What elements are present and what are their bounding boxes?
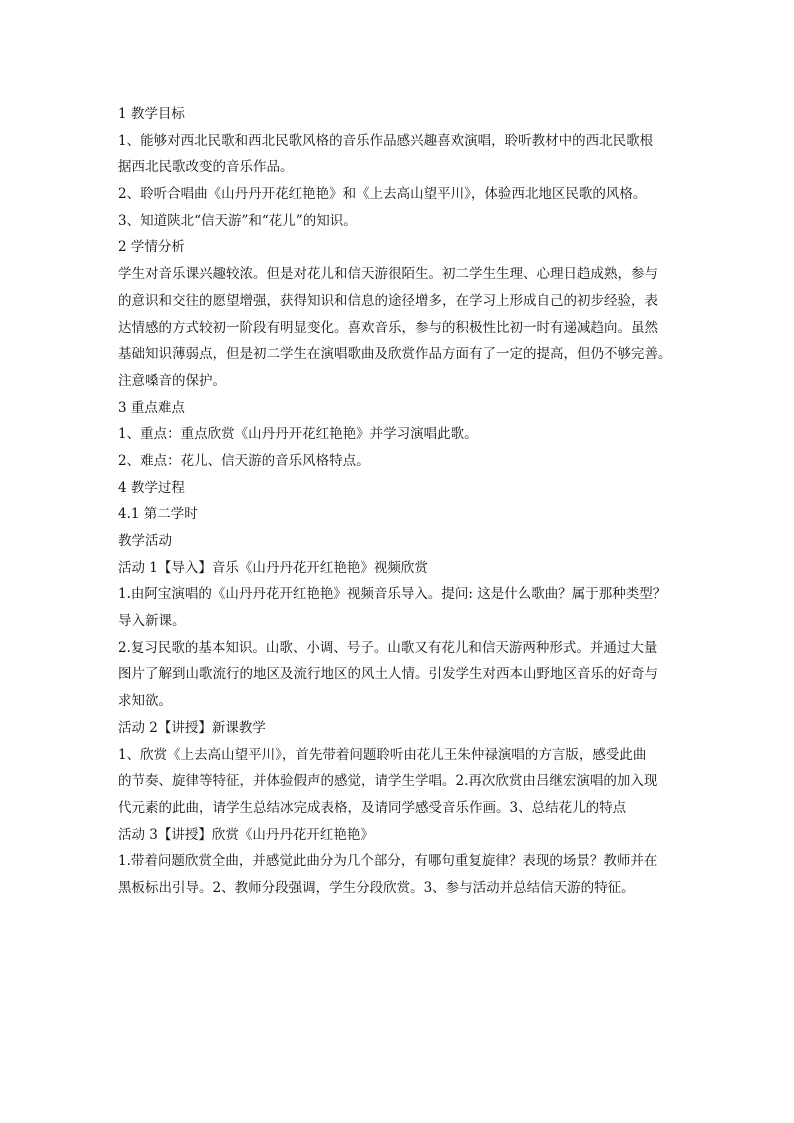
paragraph-line: 1、能够对西北民歌和西北民歌风格的音乐作品感兴趣喜欢演唱，聆听教材中的西北民歌根 — [118, 132, 654, 149]
paragraph-line: 的意识和交往的愿望增强，获得知识和信息的途径增多，在学习上形成自己的初步经验，表 — [118, 292, 658, 309]
activity-heading: 活动 1【导入】音乐《山丹丹花开红艳艳》视频欣赏 — [118, 559, 428, 576]
paragraph-line: 1.带着问题欣赏全曲，并感觉此曲分为几个部分，有哪句重复旋律？表现的场景？教师并在 — [118, 853, 658, 870]
paragraph-line: 据西北民歌改变的音乐作品。 — [118, 159, 294, 176]
paragraph-line: 3、知道陕北“信天游”和“花儿”的知识。 — [118, 212, 357, 229]
section-heading-objectives: 1 教学目标 — [118, 106, 185, 122]
section-heading-key-points: 3 重点难点 — [118, 399, 185, 416]
paragraph-line: 1、欣赏《上去高山望平川》，首先带着问题聆听由花儿王朱仲禄演唱的方言版，感受此曲 — [118, 746, 647, 763]
paragraph-line: 1.由阿宝演唱的《山丹丹花开红艳艳》视频音乐导入。提问: 这是什么歌曲？属于那种类型？ — [118, 586, 667, 603]
paragraph-line: 注意嗓音的保护。 — [118, 372, 226, 389]
paragraph-line: 导入新课。 — [118, 613, 186, 630]
paragraph-line: 2.复习民歌的基本知识。山歌、小调、号子。山歌又有花儿和信天游两种形式。并通过大量 — [118, 639, 658, 656]
paragraph-line: 图片了解到山歌流行的地区及流行地区的风土人情。引发学生对西本山野地区音乐的好奇与 — [118, 666, 658, 683]
paragraph-line: 的节奏、旋律等特征，并体验假声的感觉，请学生学唱。2.再次欣赏由吕继宏演唱的加入现 — [118, 773, 658, 790]
paragraph-line: 2、难点：花儿、信天游的音乐风格特点。 — [118, 452, 370, 469]
paragraph-line: 达情感的方式较初一阶段有明显变化。喜欢音乐，参与的积极性比初一时有递减趋向。虽然 — [118, 319, 658, 336]
paragraph-line: 求知欲。 — [118, 693, 172, 710]
paragraph-line: 黑板标出引导。2、教师分段强调，学生分段欣赏。3、参与活动并总结信天游的特征。 — [118, 879, 635, 896]
document-body — [118, 101, 678, 902]
section-heading-process: 4 教学过程 — [118, 479, 185, 496]
paragraph-line: 代元素的此曲，请学生总结冰完成表格，及请同学感受音乐作画。3、总结花儿的特点 — [118, 799, 627, 816]
paragraph-line: 基础知识薄弱点，但是初二学生在演唱歌曲及欣赏作品方面有了一定的提高，但仍不够完善。 — [118, 346, 672, 363]
activity-heading: 活动 2【讲授】新课教学 — [118, 719, 266, 736]
subsection-heading: 4.1 第二学时 — [118, 506, 198, 523]
paragraph-line: 学生对音乐课兴趣较浓。但是对花儿和信天游很陌生。初二学生生理、心理日趋成熟，参与 — [118, 266, 658, 283]
activity-heading: 活动 3【讲授】欣赏《山丹丹花开红艳艳》 — [118, 826, 374, 843]
subsection-heading: 教学活动 — [118, 533, 172, 549]
section-heading-analysis: 2 学情分析 — [118, 239, 185, 256]
paragraph-line: 2、聆听合唱曲《山丹丹开花红艳艳》和《上去高山望平川》，体验西北地区民歌的风格。 — [118, 186, 647, 203]
paragraph-line: 1、重点：重点欣赏《山丹丹开花红艳艳》并学习演唱此歌。 — [118, 426, 478, 443]
